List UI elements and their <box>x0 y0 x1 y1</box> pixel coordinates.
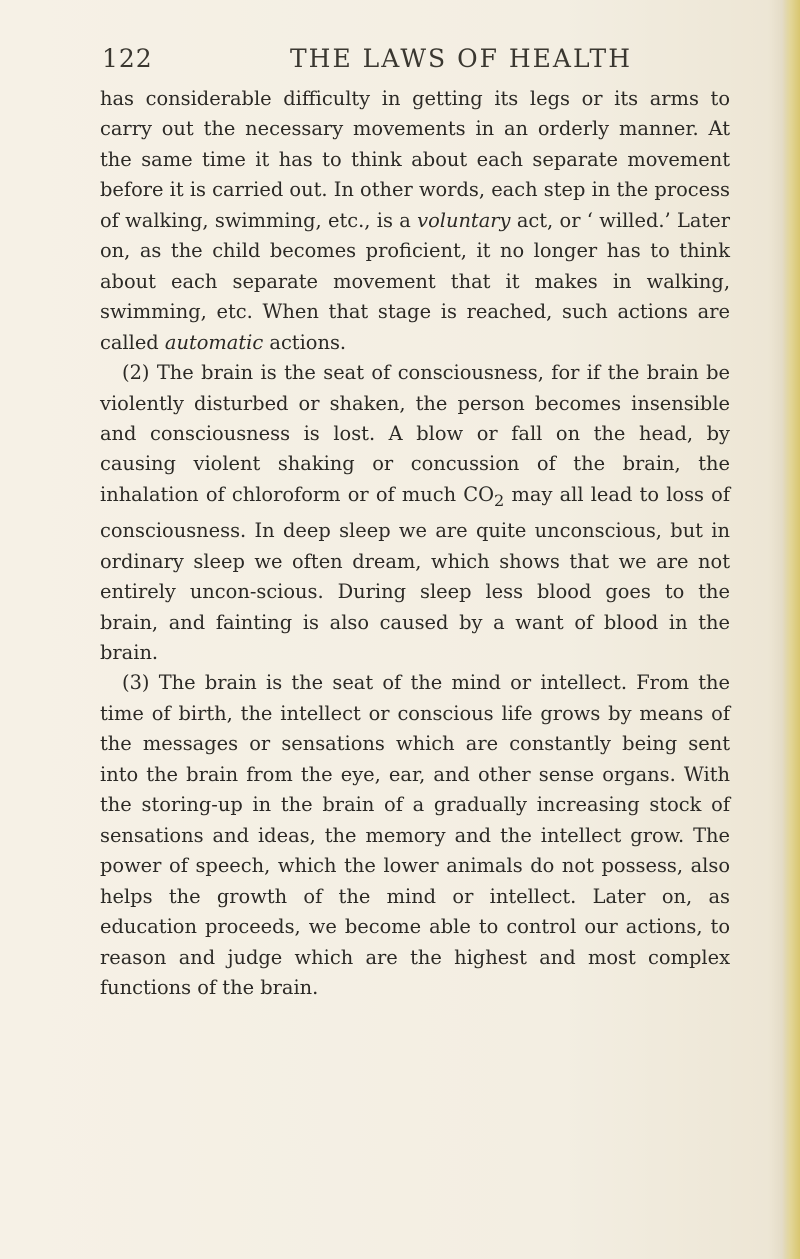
text-run: actions. <box>263 330 347 354</box>
text-run: act, or ‘ willed.’ Later on, as the child becomes proficient, it no longer has to think about each separate movement that it makes in walking, swimming, etc. When that stage is reached, such actions are called <box>100 208 730 354</box>
running-title: THE LAWS OF HEALTH <box>290 44 633 73</box>
italic-term-voluntary: voluntary <box>417 208 511 232</box>
text-run: may all lead to loss of consciousness. In deep sleep we are quite unconscious, but in ordinary sleep we often dream, which shows that we are not entirely uncon-scious. During sleep less blood goes to the brain, and fainting is also caused by a want of blood in the brain. <box>100 482 731 665</box>
page-number: 122 <box>102 44 153 73</box>
paragraph-intellect: (3) The brain is the seat of the mind or intellect. From the time of birth, the intellect or conscious life grows by means of the messages or sensations which are constantly being sent into the brain from the eye, ear, and other sense organs. With the storing-up in the brain of a gradually increasing stock of sensations and ideas, the memory and the intellect grow. The power of speech, which the lower animals do not possess, also helps the growth of the mind or intellect. Later on, as education proceeds, we become able to control our actions, to reason and judge which are the highest and most complex functions of the brain. <box>100 671 730 1000</box>
paragraph-continued <box>100 84 730 358</box>
paragraph-consciousness <box>100 358 730 668</box>
text-run: has considerable difficulty in getting its legs or its arms to carry out the necessary movements in an orderly manner. At the same time it has to think about each separate movement before it is carried out. In other words, each step in the process of walking, swimming, etc., is a <box>100 87 730 232</box>
page-edge-shading <box>782 0 800 1259</box>
subscript-two: 2 <box>494 490 505 510</box>
italic-term-automatic: automatic <box>164 330 264 354</box>
text-run: (2) The brain is the seat of consciousness, for if the brain be violently disturbed or shaken, the person becomes insensible and consciousness is lost. A blow or fall on the head, by causing violent shaking or concussion of the brain, the inhalation of chloroform or of much CO <box>100 361 730 506</box>
running-header <box>102 44 732 84</box>
body-text <box>100 84 730 1003</box>
